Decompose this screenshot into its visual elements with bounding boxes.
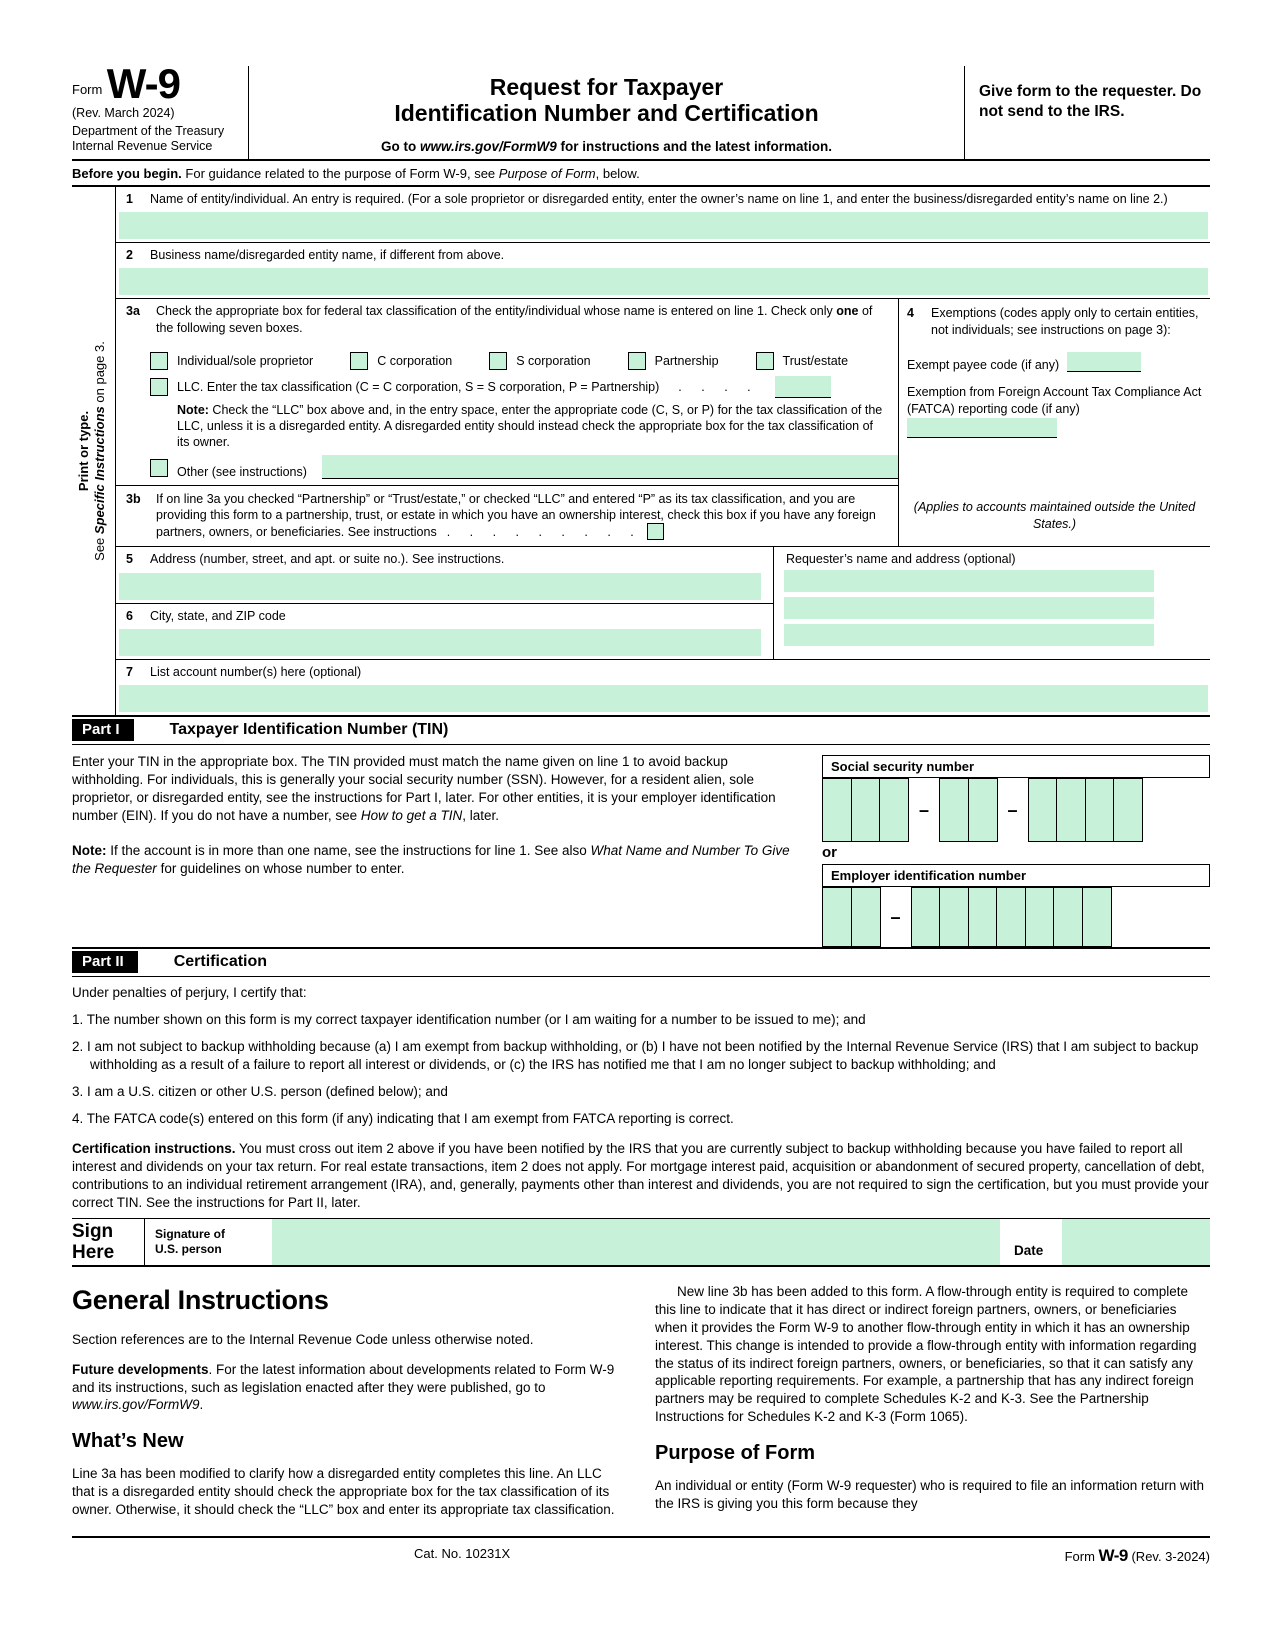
line-5-6-block <box>116 547 1210 660</box>
date-label: Date <box>1014 1242 1044 1258</box>
sign-here-label <box>72 1219 144 1265</box>
fatca-row <box>907 384 1202 438</box>
line-7-number: 7 <box>126 664 133 679</box>
catalog-number: Cat. No. 10231X <box>414 1546 511 1561</box>
other-input[interactable] <box>322 455 898 479</box>
address-input[interactable] <box>119 573 761 600</box>
before-you-begin <box>72 161 1210 187</box>
line-2 <box>116 243 1210 299</box>
see-post: on page 3. <box>91 341 107 407</box>
form-body <box>72 187 1210 715</box>
before-bold: Before you begin. <box>72 165 182 181</box>
ssn-digit-box[interactable] <box>879 778 909 842</box>
form-word: Form <box>72 82 103 97</box>
ein-digit-box[interactable] <box>1025 887 1055 947</box>
other-checkbox[interactable] <box>150 459 168 477</box>
certification-intro: Under penalties of perjury, I certify that: <box>72 985 307 1001</box>
or-label: or <box>822 844 837 862</box>
tin-note-italic: What Name and Number To Give the Requester <box>72 843 790 876</box>
individual-checkbox[interactable] <box>150 352 168 370</box>
part-2-badge: Part II <box>72 951 138 973</box>
ein-digit-box[interactable] <box>939 887 969 947</box>
form-header <box>72 60 1210 161</box>
page-footer <box>72 1536 1210 1566</box>
exempt-payee-label: Exempt payee code (if any) <box>907 357 1060 372</box>
ssn-digit-box[interactable] <box>1056 778 1086 842</box>
footer-form-reference <box>1065 1546 1210 1566</box>
footer-form-revision: (Rev. 3-2024) <box>1127 1549 1210 1564</box>
part-1-badge: Part I <box>72 719 134 741</box>
c-corporation-checkbox[interactable] <box>350 352 368 370</box>
print-or-type-label: Print or type. <box>75 410 91 492</box>
line-2-number: 2 <box>126 248 133 263</box>
tin-note-post: for guidelines on whose number to enter. <box>156 860 405 876</box>
requester-label: Requester’s name and address (optional) <box>786 552 1016 567</box>
ssn-dash-2: – <box>1007 799 1018 820</box>
line-3b-change-paragraph: New line 3b has been added to this form. A flow-through entity is required to complete this line to indicate that it has direct or indirect foreign partners, owners, or beneficiaries when it provides the Form W-9 to another flow-through entity in which it has an ownership interest. This change is intended to provide a flow-through entity with information regarding the status of its indirect foreign partners, owners, or beneficiaries, so that it can satisfy any applicable reporting requirements. For example, a partnership that has any indirect foreign partners may be required to complete Schedules K-2 and K-3. See the Partnership Instructions for Schedules K-2 and K-3 (Form 1065). <box>655 1283 1197 1425</box>
part-1-title: Taxpayer Identification Number (TIN) <box>169 721 449 739</box>
line-3a-label-pre: Check the appropriate box for federal tax classification of the entity/individual whose name is entered on line 1. Check only <box>156 304 837 319</box>
certification-instructions-bold: Certification instructions. <box>72 1140 236 1156</box>
tin-paragraph-post: , later. <box>462 808 499 824</box>
tin-section <box>72 745 1210 947</box>
ssn-boxes <box>822 778 1210 842</box>
line-3-4-block <box>116 299 1210 547</box>
give-form-note: Give form to the requester. Do not send to the IRS. <box>964 66 1210 159</box>
line-3a-label-post: of the following seven boxes. <box>156 304 873 335</box>
fatca-label: Exemption from Foreign Account Tax Compliance Act (FATCA) reporting code (if any) <box>907 384 1202 416</box>
foreign-partners-checkbox[interactable] <box>647 523 664 540</box>
ssn-digit-box[interactable] <box>822 778 852 842</box>
ssn-digit-box[interactable] <box>939 778 969 842</box>
option-trust-estate <box>756 352 849 370</box>
option-c-corporation <box>350 352 452 370</box>
trust-estate-label: Trust/estate <box>782 353 849 368</box>
signature-of-line-2: U.S. person <box>155 1241 222 1256</box>
requester-input-2[interactable] <box>784 597 1154 619</box>
before-pre: For guidance related to the purpose of Form W-9, see <box>181 165 499 181</box>
s-corporation-checkbox[interactable] <box>489 352 507 370</box>
llc-note <box>177 402 884 451</box>
see-pre: See <box>91 534 107 561</box>
ein-digit-box[interactable] <box>968 887 998 947</box>
line-1-number: 1 <box>126 191 133 206</box>
applies-note: (Applies to accounts maintained outside the United States.) <box>913 499 1196 531</box>
certification-instructions <box>72 1140 1210 1212</box>
form-revision: (Rev. March 2024) <box>72 105 175 120</box>
option-partnership <box>628 352 719 370</box>
line-3a <box>116 299 898 484</box>
line-3a-label-bold: one <box>836 304 859 319</box>
form-identity-block <box>72 60 248 159</box>
account-numbers-input[interactable] <box>119 685 1208 712</box>
requester-input-1[interactable] <box>784 570 1154 592</box>
line-3b-label <box>156 491 890 541</box>
part-2-header <box>72 947 1210 977</box>
line-3b-dot-leader: . . . . . . . . . <box>446 525 635 540</box>
ssn-digit-box[interactable] <box>1028 778 1058 842</box>
option-llc <box>150 376 898 398</box>
form-title <box>261 74 952 127</box>
before-italic: Purpose of Form <box>498 165 596 181</box>
llc-checkbox[interactable] <box>150 378 168 396</box>
goto-post: for instructions and the latest information. <box>556 138 833 154</box>
instructions-left-column <box>72 1283 627 1531</box>
trust-estate-checkbox[interactable] <box>756 352 774 370</box>
instructions-right-column <box>655 1283 1210 1531</box>
see-italic: Specific Instructions <box>91 406 107 535</box>
llc-note-text: Check the “LLC” box above and, in the entry space, enter the appropriate code (C, S, or P) for the tax classification of the LLC, unless it is a disregarded entity. A disregarded entity should instead check the appropriate box for the tax classification of its owner. <box>177 402 883 450</box>
form-title-line-1: Request for Taxpayer <box>489 74 724 100</box>
option-s-corporation <box>489 352 590 370</box>
ein-digit-box[interactable] <box>1053 887 1083 947</box>
ssn-digit-box[interactable] <box>968 778 998 842</box>
sign-here-line-1: Sign <box>72 1220 114 1242</box>
line-7-label: List account number(s) here (optional) <box>150 664 362 679</box>
certification-instructions-text: You must cross out item 2 above if you have been notified by the IRS that you are currently subject to backup withholding because you have failed to report all interest and dividends on your tax return. For real estate transactions, item 2 does not apply. For mortgage interest paid, acquisition or abandonment of secured property, cancellation of debt, contributions to an individual retirement arrangement (IRA), and, generally, payments other than interest and dividends, you are not required to sign the certification, but you must provide your correct TIN. See the instructions for Part II, later. <box>72 1140 1209 1210</box>
purpose-of-form-paragraph: An individual or entity (Form W-9 requester) who is required to file an information return with the IRS is giving you this form because they <box>655 1477 1204 1511</box>
line-6-label: City, state, and ZIP code <box>150 608 286 623</box>
purpose-of-form-heading: Purpose of Form <box>655 1442 816 1465</box>
ssn-digit-box[interactable] <box>1113 778 1143 842</box>
sign-here-line-2: Here <box>72 1241 115 1263</box>
line-1-label: Name of entity/individual. An entry is required. (For a sole proprietor or disregarded entity, enter the owner’s name on line 1, and enter the business/disregarded entity’s name on line 2.) <box>150 191 1168 206</box>
form-title-block <box>248 66 964 159</box>
line-7 <box>116 660 1210 712</box>
line-2-label: Business name/disregarded entity name, if different from above. <box>150 248 505 263</box>
s-corporation-label: S corporation <box>516 353 591 368</box>
llc-note-bold: Note: <box>177 402 209 417</box>
line-3a-number: 3a <box>126 304 140 319</box>
line-3a-label <box>156 303 890 336</box>
ssn-digit-box[interactable] <box>851 778 881 842</box>
line-3b-text: If on line 3a you checked “Partnership” or “Trust/estate,” or checked “LLC” and entered “P” as its tax classification, and you are providing this form to a partnership, trust, or estate in which you have an ownership interest, check this box if you have any foreign partners, owners, or beneficiaries. See instructions <box>156 491 876 540</box>
tin-paragraph <box>72 753 800 825</box>
certification-item-3: 3. I am a U.S. citizen or other U.S. person (defined below); and <box>72 1084 448 1099</box>
part-2-title: Certification <box>173 953 268 971</box>
tin-paragraph-pre: Enter your TIN in the appropriate box. The TIN provided must match the name given on line 1 to avoid backup withholding. For individuals, this is generally your social security number (SSN). However, for a resident alien, sole proprietor, or disregarded entity, see the instructions for Part I, later. For other entities, it is your employer identification number (EIN). If you do not have a number, see <box>72 754 776 824</box>
irs-url-link[interactable]: www.irs.gov/FormW9 <box>419 138 557 154</box>
other-label: Other (see instructions) <box>177 464 307 479</box>
line-3b <box>116 485 898 547</box>
certification-section <box>72 977 1210 1212</box>
ein-digit-box[interactable] <box>911 887 941 947</box>
partnership-checkbox[interactable] <box>628 352 646 370</box>
tin-note-pre: If the account is in more than one name, see the instructions for line 1. See also <box>106 843 591 858</box>
option-other <box>150 455 898 479</box>
business-name-input[interactable] <box>119 268 1208 295</box>
dept-line-2: Internal Revenue Service <box>72 139 213 154</box>
line-5-number: 5 <box>126 552 133 567</box>
ssn-digit-box[interactable] <box>1085 778 1115 842</box>
signature-of-line-1: Signature of <box>155 1226 226 1241</box>
tin-note <box>72 842 800 878</box>
print-or-type-sidebar <box>72 187 115 715</box>
line-1 <box>116 187 1210 243</box>
tax-classification-options <box>150 352 898 370</box>
line-6-number: 6 <box>126 608 133 623</box>
certification-item-4: 4. The FATCA code(s) entered on this form (if any) indicating that I am exempt from FATCA reporting is correct. <box>72 1110 734 1126</box>
footer-form-number: W-9 <box>1098 1546 1128 1565</box>
individual-label: Individual/sole proprietor <box>177 353 314 368</box>
sign-here-row <box>72 1218 1210 1267</box>
ssn-dash: – <box>919 799 930 820</box>
whats-new-heading: What’s New <box>72 1430 184 1453</box>
line-4-label: Exemptions (codes apply only to certain entities, not individuals; see instructions on page 3): <box>931 306 1199 337</box>
future-developments-post: . <box>199 1397 204 1413</box>
whats-new-paragraph: Line 3a has been modified to clarify how a disregarded entity completes this line. An LLC that is a disregarded entity should check the appropriate box for the tax classification of its owner. Otherwise, it should check the “LLC” box and enter its appropriate tax classification. <box>72 1466 615 1517</box>
partnership-label: Partnership <box>654 353 719 368</box>
c-corporation-label: C corporation <box>377 353 453 368</box>
future-developments-paragraph <box>72 1361 627 1415</box>
part-1-header <box>72 715 1210 745</box>
option-individual <box>150 352 313 370</box>
ein-digit-box[interactable] <box>1082 887 1112 947</box>
certification-item-2: 2. I am not subject to backup withholding because (a) I am exempt from backup withholding, or (b) I have not been notified by the Internal Revenue Service (IRS) that I am subject to backup withholding as a result of a failure to report all interest or dividends, or (c) the IRS has notified me that I am no longer subject to backup withholding; and <box>72 1039 1199 1073</box>
ssn-label: Social security number <box>822 755 1210 778</box>
footer-form-word: Form <box>1064 1549 1099 1564</box>
date-input[interactable] <box>1062 1219 1210 1265</box>
exempt-payee-code-input[interactable] <box>1067 352 1141 372</box>
name-input[interactable] <box>119 212 1208 239</box>
form-title-line-2: Identification Number and Certification <box>394 100 819 127</box>
certification-item-1: 1. The number shown on this form is my correct taxpayer identification number (or I am waiting for a number to be issued to me); and <box>72 1012 866 1028</box>
general-instructions-heading: General Instructions <box>72 1284 329 1315</box>
line-6 <box>116 604 773 659</box>
requester-input-3[interactable] <box>784 624 1154 646</box>
line-3b-number: 3b <box>126 491 141 506</box>
future-developments-bold: Future developments <box>72 1361 209 1377</box>
llc-label: LLC. Enter the tax classification (C = C corporation, S = S corporation, P = Partnership) <box>177 379 660 394</box>
ein-label: Employer identification number <box>822 864 1210 887</box>
fatca-code-input[interactable] <box>907 418 1057 438</box>
line-4-number: 4 <box>907 306 914 321</box>
signature-input[interactable] <box>272 1219 1000 1265</box>
llc-dot-leader: . . . . <box>678 379 752 394</box>
ein-boxes <box>822 887 1210 947</box>
ein-digit-box[interactable] <box>851 887 881 947</box>
future-developments-url[interactable]: www.irs.gov/FormW9 <box>72 1397 200 1413</box>
future-developments-text: . For the latest information about developments related to Form W-9 and its instructions, such as legislation enacted after they were published, go to <box>72 1361 615 1395</box>
line-5-label: Address (number, street, and apt. or suite no.). See instructions. <box>150 552 505 567</box>
ein-digit-box[interactable] <box>822 887 852 947</box>
ein-dash: – <box>890 906 901 927</box>
see-instructions-label <box>92 231 108 671</box>
llc-classification-input[interactable] <box>775 376 831 398</box>
signature-of-label <box>144 1219 256 1265</box>
general-instructions-section <box>72 1267 1210 1531</box>
dept-line-1: Department of the Treasury <box>72 123 225 138</box>
before-post: , below. <box>595 165 640 181</box>
form-number: W-9 <box>106 60 180 107</box>
tin-note-bold: Note: <box>72 843 107 858</box>
city-state-zip-input[interactable] <box>119 629 761 656</box>
requester-block <box>773 547 1210 659</box>
section-references-paragraph: Section references are to the Internal Revenue Code unless otherwise noted. <box>72 1331 534 1347</box>
ein-digit-box[interactable] <box>996 887 1026 947</box>
line-4-exemptions <box>898 299 1210 546</box>
tin-paragraph-italic: How to get a TIN <box>360 808 463 824</box>
goto-instructions <box>261 139 952 154</box>
exempt-payee-row <box>907 352 1202 372</box>
line-5 <box>116 547 773 603</box>
goto-pre: Go to <box>380 138 420 154</box>
